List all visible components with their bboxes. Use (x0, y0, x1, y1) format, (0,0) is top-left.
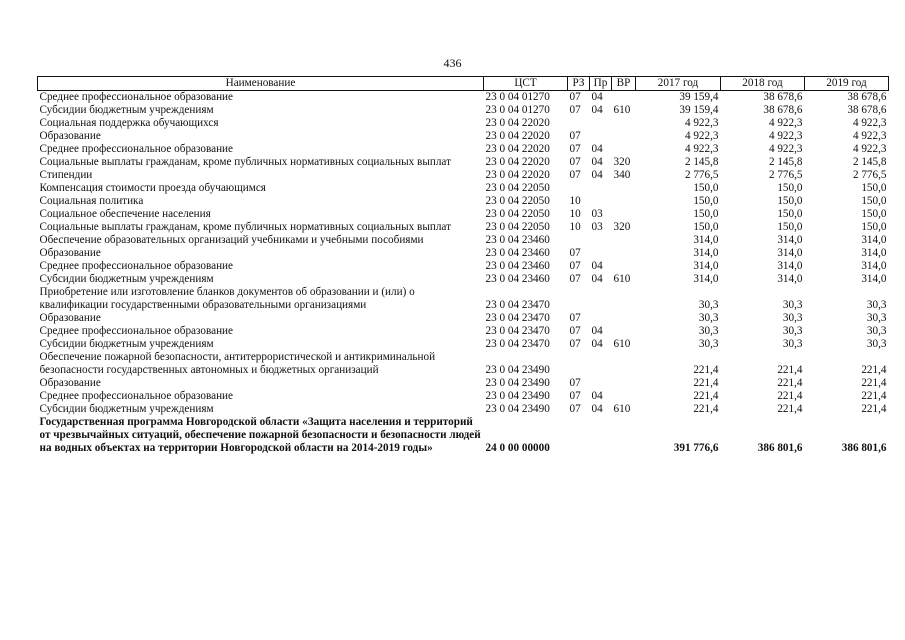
table-cell-rz (568, 234, 590, 247)
table-cell-name: Среднее профессиональное образование (39, 91, 234, 103)
table-cell-2017: 314,0 (693, 247, 719, 259)
table-cell-vr (612, 390, 636, 403)
table-cell-vr: 610 (613, 403, 631, 415)
table-cell-2018: 38 678,6 (763, 91, 803, 103)
table-cell-cst: 23 0 04 22050 (485, 182, 550, 194)
table-cell-cst: 23 0 04 23490 (485, 403, 550, 415)
table-cell-pr (590, 247, 612, 260)
table-cell-2018: 30,3 (782, 312, 803, 324)
table-cell-vr (612, 416, 636, 455)
table-cell-2017: 221,4 (693, 377, 719, 389)
table-cell-cst: 23 0 04 01270 (485, 91, 550, 103)
table-cell-2019: 38 678,6 (847, 91, 887, 103)
table-cell-rz: 07 (569, 130, 581, 142)
table-cell-2018: 4 922,3 (768, 130, 803, 142)
table-cell-2017: 150,0 (693, 182, 719, 194)
table-row (38, 312, 889, 325)
table-cell-2018: 2 776,5 (768, 169, 803, 181)
header-rz: РЗ (568, 77, 590, 91)
table-cell-rz: 07 (569, 91, 581, 103)
table-cell-name: Образование (39, 377, 101, 389)
table-cell-vr (612, 208, 636, 221)
table-cell-rz: 10 (569, 195, 581, 207)
table-cell-name: Приобретение или изготовление бланков документов об образовании и (или) о квалификации государственными образовательными организациями (39, 286, 415, 311)
table-cell-cst: 23 0 04 23470 (485, 312, 550, 324)
table-cell-cst: 23 0 04 01270 (485, 104, 550, 116)
table-cell-2019: 221,4 (861, 377, 887, 389)
table-cell-cst: 23 0 04 22020 (485, 143, 550, 155)
table-cell-cst: 23 0 04 22050 (485, 195, 550, 207)
table-cell-pr (590, 195, 612, 208)
table-cell-rz: 07 (569, 325, 581, 337)
table-cell-2018: 150,0 (777, 208, 803, 220)
table-cell-2017: 4 922,3 (684, 143, 719, 155)
table-cell-2018: 150,0 (777, 195, 803, 207)
table-cell-2019: 30,3 (866, 299, 887, 311)
table-cell-pr (590, 416, 612, 455)
table-cell-cst: 23 0 04 22050 (485, 208, 550, 220)
table-cell-pr (590, 286, 612, 312)
table-cell-rz: 07 (569, 390, 581, 402)
table-cell-cst: 23 0 04 23460 (485, 273, 550, 285)
table-cell-2019: 314,0 (861, 273, 887, 285)
table-cell-vr: 610 (613, 273, 631, 285)
table-cell-2018: 386 801,6 (757, 442, 803, 454)
table-cell-name: Образование (39, 130, 101, 142)
table-row (38, 260, 889, 273)
table-cell-vr: 320 (613, 156, 631, 168)
table-cell-vr (612, 117, 636, 130)
table-cell-cst: 23 0 04 22020 (485, 117, 550, 129)
table-cell-rz: 07 (569, 312, 581, 324)
table-cell-2019: 221,4 (861, 403, 887, 415)
table-row (38, 351, 889, 377)
table-cell-2017: 150,0 (693, 195, 719, 207)
table-cell-rz: 07 (569, 169, 581, 181)
table-cell-vr (612, 247, 636, 260)
table-cell-name: Субсидии бюджетным учреждениям (39, 273, 214, 285)
table-cell-name: Субсидии бюджетным учреждениям (39, 403, 214, 415)
table-cell-cst: 23 0 04 23470 (485, 338, 550, 350)
table-cell-2019: 314,0 (861, 247, 887, 259)
table-cell-pr: 04 (591, 169, 603, 181)
table-cell-pr (590, 117, 612, 130)
table-cell-pr: 04 (591, 325, 603, 337)
table-cell-name: Стипендии (39, 169, 93, 181)
table-cell-cst: 23 0 04 23460 (485, 260, 550, 272)
table-cell-2018: 221,4 (777, 364, 803, 376)
table-cell-pr (590, 130, 612, 143)
table-cell-2018: 4 922,3 (768, 143, 803, 155)
table-cell-pr: 03 (591, 208, 603, 220)
table-cell-2019: 38 678,6 (847, 104, 887, 116)
table-cell-2018: 314,0 (777, 234, 803, 246)
table-cell-2019: 4 922,3 (852, 130, 887, 142)
table-cell-vr (612, 377, 636, 390)
table-cell-vr: 610 (613, 338, 631, 350)
table-cell-name: Образование (39, 312, 101, 324)
table-cell-name: Субсидии бюджетным учреждениям (39, 338, 214, 350)
table-cell-name: Образование (39, 247, 101, 259)
table-header-row (38, 77, 889, 91)
header-vr: ВР (612, 77, 636, 91)
table-cell-2017: 30,3 (698, 299, 719, 311)
table-cell-pr: 04 (591, 338, 603, 350)
table-cell-rz: 10 (569, 221, 581, 233)
table-row (38, 130, 889, 143)
table-cell-pr: 04 (591, 390, 603, 402)
table-cell-name: Социальные выплаты гражданам, кроме публичных нормативных социальных выплат (39, 156, 451, 168)
table-cell-rz: 07 (569, 156, 581, 168)
table-cell-2019: 221,4 (861, 364, 887, 376)
table-cell-pr (590, 234, 612, 247)
table-row (38, 143, 889, 156)
table-cell-rz: 07 (569, 143, 581, 155)
table-cell-2019: 150,0 (861, 221, 887, 233)
page-number: 436 (443, 56, 462, 70)
table-cell-2018: 150,0 (777, 182, 803, 194)
table-cell-2018: 221,4 (777, 403, 803, 415)
header-2018: 2018 год (721, 77, 805, 91)
table-cell-vr (612, 286, 636, 312)
table-row (38, 169, 889, 182)
table-cell-cst: 23 0 04 23490 (485, 364, 550, 376)
table-cell-cst: 23 0 04 23490 (485, 377, 550, 389)
table-cell-2019: 314,0 (861, 234, 887, 246)
table-cell-2017: 314,0 (693, 260, 719, 272)
table-cell-2019: 30,3 (866, 312, 887, 324)
table-cell-pr: 04 (591, 143, 603, 155)
table-cell-vr (612, 130, 636, 143)
table-cell-2019: 150,0 (861, 195, 887, 207)
table-cell-vr (612, 312, 636, 325)
table-cell-vr (612, 260, 636, 273)
table-cell-2018: 314,0 (777, 260, 803, 272)
table-cell-rz (568, 416, 590, 455)
table-row (38, 325, 889, 338)
table-row (38, 234, 889, 247)
table-cell-2019: 221,4 (861, 390, 887, 402)
table-cell-cst: 23 0 04 23460 (485, 247, 550, 259)
table-cell-rz (568, 286, 590, 312)
table-cell-rz: 07 (569, 247, 581, 259)
table-cell-rz (568, 117, 590, 130)
table-cell-2017: 30,3 (698, 312, 719, 324)
table-row (38, 156, 889, 169)
header-2019: 2019 год (805, 77, 889, 91)
table-cell-rz: 07 (569, 273, 581, 285)
table-cell-name: Социальная поддержка обучающихся (39, 117, 219, 129)
table-cell-2019: 2 776,5 (852, 169, 887, 181)
table-cell-cst: 23 0 04 23470 (485, 325, 550, 337)
table-cell-2017: 30,3 (698, 325, 719, 337)
table-row (38, 390, 889, 403)
table-cell-pr: 04 (591, 104, 603, 116)
table-cell-name: Социальные выплаты гражданам, кроме публичных нормативных социальных выплат (39, 221, 451, 233)
table-cell-2018: 150,0 (777, 221, 803, 233)
table-row (38, 338, 889, 351)
table-row (38, 208, 889, 221)
table-cell-cst: 23 0 04 22020 (485, 156, 550, 168)
table-cell-rz: 07 (569, 104, 581, 116)
table-cell-pr (590, 312, 612, 325)
table-cell-cst: 23 0 04 22020 (485, 130, 550, 142)
table-cell-2019: 30,3 (866, 325, 887, 337)
table-cell-pr: 04 (591, 260, 603, 272)
table-cell-rz (568, 182, 590, 195)
table-cell-2017: 4 922,3 (684, 117, 719, 129)
table-cell-2017: 221,4 (693, 364, 719, 376)
table-cell-cst: 24 0 00 00000 (485, 442, 550, 454)
table-cell-2018: 30,3 (782, 338, 803, 350)
table-cell-cst: 23 0 04 23470 (485, 299, 550, 311)
table-cell-vr (612, 143, 636, 156)
table-cell-2017: 150,0 (693, 208, 719, 220)
table-cell-pr: 04 (591, 273, 603, 285)
table-cell-2018: 221,4 (777, 390, 803, 402)
header-name: Наименование (38, 77, 484, 91)
table-cell-2017: 39 159,4 (679, 91, 719, 103)
table-cell-2017: 30,3 (698, 338, 719, 350)
table-cell-rz: 07 (569, 403, 581, 415)
table-cell-cst: 23 0 04 22020 (485, 169, 550, 181)
table-row (38, 377, 889, 390)
table-cell-name: Среднее профессиональное образование (39, 260, 234, 272)
table-cell-2017: 391 776,6 (673, 442, 719, 454)
table-cell-2017: 39 159,4 (679, 104, 719, 116)
budget-table (37, 76, 889, 455)
table-cell-2018: 314,0 (777, 247, 803, 259)
table-cell-vr (612, 234, 636, 247)
table-cell-2019: 2 145,8 (852, 156, 887, 168)
table-cell-cst: 23 0 04 23460 (485, 234, 550, 246)
table-cell-2017: 2 776,5 (684, 169, 719, 181)
table-cell-rz: 07 (569, 260, 581, 272)
table-cell-2019: 386 801,6 (841, 442, 887, 454)
table-row (38, 416, 889, 455)
table-cell-rz: 07 (569, 338, 581, 350)
table-cell-vr (612, 325, 636, 338)
table-cell-2019: 150,0 (861, 182, 887, 194)
table-cell-name: Среднее профессиональное образование (39, 325, 234, 337)
table-cell-name: Среднее профессиональное образование (39, 143, 234, 155)
table-cell-pr: 04 (591, 156, 603, 168)
table-cell-cst: 23 0 04 23490 (485, 390, 550, 402)
table-row (38, 104, 889, 117)
table-cell-name: Субсидии бюджетным учреждениям (39, 104, 214, 116)
table-cell-pr (590, 351, 612, 377)
table-cell-name: Социальная политика (39, 195, 144, 207)
table-cell-2018: 4 922,3 (768, 117, 803, 129)
table-cell-name: Компенсация стоимости проезда обучающимся (39, 182, 266, 194)
table-row (38, 286, 889, 312)
header-2017: 2017 год (636, 77, 721, 91)
table-cell-pr (590, 182, 612, 195)
table-row (38, 221, 889, 234)
table-cell-rz: 07 (569, 377, 581, 389)
table-cell-vr (612, 195, 636, 208)
table-row (38, 273, 889, 286)
table-cell-2019: 314,0 (861, 260, 887, 272)
table-cell-2018: 314,0 (777, 273, 803, 285)
table-cell-rz: 10 (569, 208, 581, 220)
table-cell-2017: 4 922,3 (684, 130, 719, 142)
table-cell-2017: 221,4 (693, 403, 719, 415)
table-cell-2017: 314,0 (693, 234, 719, 246)
table-cell-2018: 30,3 (782, 325, 803, 337)
table-cell-pr (590, 377, 612, 390)
table-row (38, 403, 889, 416)
table-cell-2018: 2 145,8 (768, 156, 803, 168)
table-cell-vr: 340 (613, 169, 631, 181)
table-cell-name: Государственная программа Новгородской области «Защита населения и территорий от чрезвычайных ситуаций, обеспечение пожарной безопасности и безопасности людей на водных объектах на территории Новгородской области на 2014-2019 годы» (39, 416, 481, 454)
table-cell-vr (612, 91, 636, 105)
table-cell-2019: 4 922,3 (852, 143, 887, 155)
table-cell-name: Среднее профессиональное образование (39, 390, 234, 402)
table-cell-2019: 4 922,3 (852, 117, 887, 129)
table-cell-2019: 150,0 (861, 208, 887, 220)
table-cell-2017: 2 145,8 (684, 156, 719, 168)
table-cell-pr: 04 (591, 91, 603, 103)
table-cell-vr: 610 (613, 104, 631, 116)
table-cell-rz (568, 351, 590, 377)
table-cell-pr: 04 (591, 403, 603, 415)
table-cell-vr (612, 182, 636, 195)
table-cell-name: Обеспечение образовательных организаций учебниками и учебными пособиями (39, 234, 424, 246)
table-cell-name: Обеспечение пожарной безопасности, антитеррористической и антикриминальной безопасности государственных автономных и бюджетных организаций (39, 351, 436, 376)
table-cell-2017: 314,0 (693, 273, 719, 285)
table-row (38, 247, 889, 260)
table-cell-pr: 03 (591, 221, 603, 233)
table-cell-2018: 30,3 (782, 299, 803, 311)
table-cell-vr (612, 351, 636, 377)
table-cell-vr: 320 (613, 221, 631, 233)
header-pr: Пр (590, 77, 612, 91)
table-cell-2017: 221,4 (693, 390, 719, 402)
table-cell-2018: 221,4 (777, 377, 803, 389)
header-cst: ЦСТ (484, 77, 568, 91)
table-cell-2018: 38 678,6 (763, 104, 803, 116)
table-cell-2017: 150,0 (693, 221, 719, 233)
table-cell-cst: 23 0 04 22050 (485, 221, 550, 233)
table-row (38, 117, 889, 130)
table-row (38, 195, 889, 208)
table-row (38, 182, 889, 195)
table-cell-2019: 30,3 (866, 338, 887, 350)
table-row (38, 91, 889, 105)
table-cell-name: Социальное обеспечение населения (39, 208, 211, 220)
